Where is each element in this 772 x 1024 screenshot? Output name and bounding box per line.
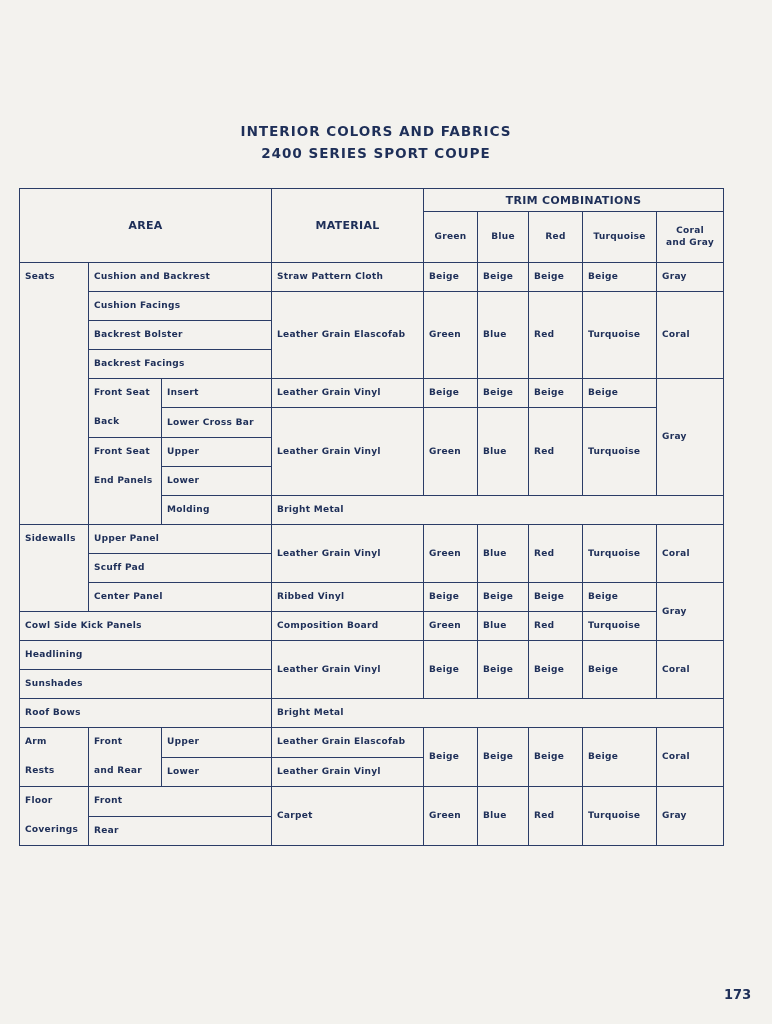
color: Beige <box>478 728 529 787</box>
color: Blue <box>478 408 529 496</box>
color: Green <box>424 612 478 641</box>
area-floor-coverings: Floor Coverings <box>20 787 89 846</box>
color: Blue <box>478 525 529 583</box>
material: Composition Board <box>272 612 424 641</box>
color: Blue <box>478 292 529 379</box>
area-arm-rests: Arm Rests <box>20 728 89 787</box>
material: Bright Metal <box>272 496 724 525</box>
material: Leather Grain Vinyl <box>272 641 424 699</box>
color: Gray <box>657 583 724 641</box>
subpart: Insert <box>162 379 272 408</box>
area-sidewalls: Sidewalls <box>20 525 89 612</box>
color: Coral <box>657 292 724 379</box>
color: Blue <box>478 612 529 641</box>
part: Cushion Facings <box>89 292 272 321</box>
material: Bright Metal <box>272 699 724 728</box>
color: Beige <box>478 263 529 292</box>
area-headlining: Headlining <box>20 641 272 670</box>
color: Coral <box>657 525 724 583</box>
part-group: Front Seat End Panels <box>89 438 162 525</box>
color: Beige <box>583 379 657 408</box>
color: Turquoise <box>583 292 657 379</box>
area-seats: Seats <box>20 263 89 525</box>
page-title: INTERIOR COLORS AND FABRICS <box>240 124 512 140</box>
header-turquoise: Turquoise <box>583 212 657 263</box>
color: Gray <box>657 263 724 292</box>
header-blue: Blue <box>478 212 529 263</box>
color: Beige <box>529 263 583 292</box>
color: Gray <box>657 379 724 496</box>
color: Beige <box>478 641 529 699</box>
area-cowl: Cowl Side Kick Panels <box>20 612 272 641</box>
part: Front and Rear <box>89 728 162 787</box>
material: Leather Grain Vinyl <box>272 379 424 408</box>
subpart: Upper <box>162 438 272 467</box>
header-red: Red <box>529 212 583 263</box>
color: Turquoise <box>583 787 657 846</box>
header-coral-gray: Coral and Gray <box>657 212 724 263</box>
color: Turquoise <box>583 612 657 641</box>
color: Green <box>424 525 478 583</box>
header-green: Green <box>424 212 478 263</box>
area-sunshades: Sunshades <box>20 670 272 699</box>
material: Leather Grain Vinyl <box>272 408 424 496</box>
color: Beige <box>424 379 478 408</box>
page-number: 173 <box>724 988 752 1003</box>
part: Upper Panel <box>89 525 272 554</box>
color: Red <box>529 408 583 496</box>
subpart: Upper <box>162 728 272 758</box>
color: Beige <box>424 263 478 292</box>
color: Turquoise <box>583 408 657 496</box>
color: Beige <box>583 728 657 787</box>
color: Beige <box>478 379 529 408</box>
area-roof-bows: Roof Bows <box>20 699 272 728</box>
part: Cushion and Backrest <box>89 263 272 292</box>
color: Beige <box>529 641 583 699</box>
color: Coral <box>657 728 724 787</box>
color: Blue <box>478 787 529 846</box>
part: Scuff Pad <box>89 554 272 583</box>
material: Leather Grain Vinyl <box>272 757 424 787</box>
material: Ribbed Vinyl <box>272 583 424 612</box>
subpart: Lower Cross Bar <box>162 408 272 438</box>
color: Beige <box>478 583 529 612</box>
part: Backrest Facings <box>89 350 272 379</box>
subpart: Lower <box>162 467 272 496</box>
color: Beige <box>529 728 583 787</box>
subpart: Molding <box>162 496 272 525</box>
header-material: MATERIAL <box>272 189 424 263</box>
color: Beige <box>529 379 583 408</box>
part: Front <box>89 787 272 817</box>
color: Beige <box>529 583 583 612</box>
interior-colors-table <box>19 188 724 846</box>
color: Beige <box>424 583 478 612</box>
part: Backrest Bolster <box>89 321 272 350</box>
part: Center Panel <box>89 583 272 612</box>
color: Green <box>424 408 478 496</box>
page-subtitle: 2400 SERIES SPORT COUPE <box>261 146 491 162</box>
color: Beige <box>583 641 657 699</box>
part-group: Front Seat Back <box>89 379 162 438</box>
color: Red <box>529 787 583 846</box>
color: Red <box>529 612 583 641</box>
color: Red <box>529 292 583 379</box>
color: Beige <box>424 641 478 699</box>
color: Green <box>424 292 478 379</box>
color: Beige <box>583 583 657 612</box>
color: Turquoise <box>583 525 657 583</box>
subpart: Lower <box>162 757 272 787</box>
color: Coral <box>657 641 724 699</box>
material: Leather Grain Vinyl <box>272 525 424 583</box>
material: Leather Grain Elascofab <box>272 292 424 379</box>
header-area: AREA <box>20 189 272 263</box>
header-trim-combinations: TRIM COMBINATIONS <box>424 189 724 212</box>
part: Rear <box>89 816 272 846</box>
color: Beige <box>424 728 478 787</box>
color: Beige <box>583 263 657 292</box>
color: Gray <box>657 787 724 846</box>
color: Green <box>424 787 478 846</box>
material: Carpet <box>272 787 424 846</box>
material: Leather Grain Elascofab <box>272 728 424 758</box>
color: Red <box>529 525 583 583</box>
material: Straw Pattern Cloth <box>272 263 424 292</box>
